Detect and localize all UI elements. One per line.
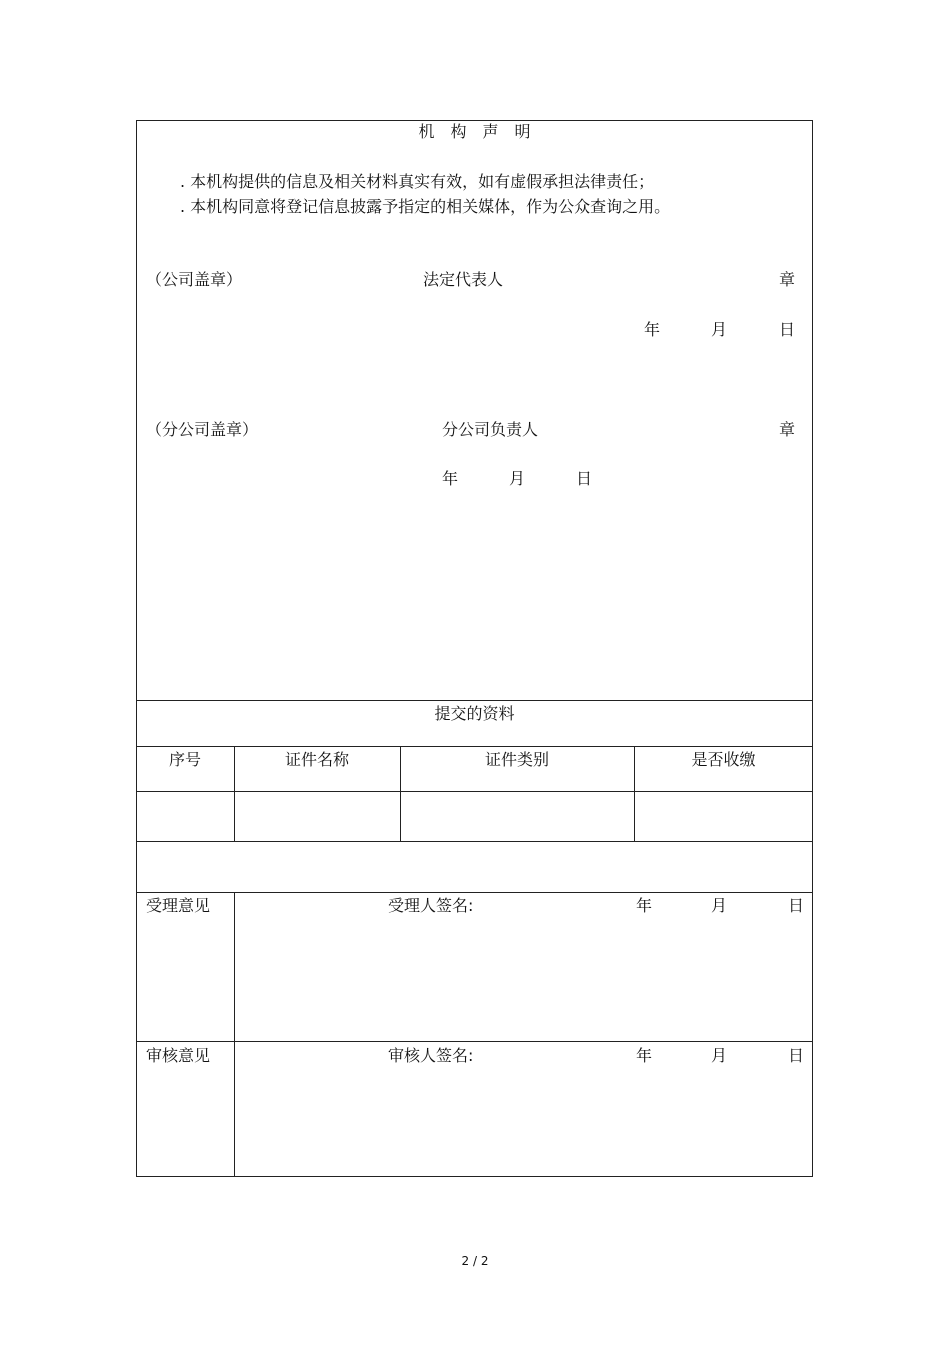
divider-acceptance-bottom xyxy=(136,1041,813,1042)
seal-char-2: 章 xyxy=(779,420,796,439)
divider-blank-row xyxy=(136,892,813,893)
header-document-name: 证件名称 xyxy=(284,750,349,769)
seal-char-1: 章 xyxy=(779,270,796,289)
page-number: 2 / 2 xyxy=(461,1254,489,1268)
branch-head-label: 分公司负责人 xyxy=(442,420,539,439)
date-2-day: 日 xyxy=(576,469,593,488)
declaration-item-1: . 本机构提供的信息及相关材料真实有效，如有虚假承担法律责任； xyxy=(180,172,655,191)
review-date-year: 年 xyxy=(636,1046,653,1065)
date-2-month: 月 xyxy=(509,469,526,488)
label-col-divider xyxy=(234,892,235,1177)
review-date-month: 月 xyxy=(711,1046,728,1065)
date-1-year: 年 xyxy=(644,320,661,339)
divider-materials-header xyxy=(136,791,813,792)
legal-representative-label: 法定代表人 xyxy=(423,270,504,289)
company-seal-label: （公司盖章） xyxy=(146,270,243,289)
acceptance-date-day: 日 xyxy=(788,896,805,915)
branch-seal-label: （分公司盖章） xyxy=(146,420,259,439)
date-1-day: 日 xyxy=(779,320,796,339)
acceptance-signature-label: 受理人签名: xyxy=(388,896,474,915)
declaration-item-2: . 本机构同意将登记信息披露予指定的相关媒体，作为公众查询之用。 xyxy=(180,197,671,216)
declaration-title: 机 构 声 明 xyxy=(418,122,531,141)
date-2-year: 年 xyxy=(442,469,459,488)
divider-materials-row xyxy=(136,841,813,842)
divider-declaration-bottom xyxy=(136,700,813,701)
acceptance-date-month: 月 xyxy=(711,896,728,915)
materials-title: 提交的资料 xyxy=(434,704,515,723)
review-date-day: 日 xyxy=(788,1046,805,1065)
acceptance-date-year: 年 xyxy=(636,896,653,915)
acceptance-label: 受理意见 xyxy=(146,896,211,915)
header-collected: 是否收缴 xyxy=(691,750,756,769)
divider-materials-title xyxy=(136,746,813,747)
header-document-type: 证件类别 xyxy=(484,750,549,769)
header-serial-no: 序号 xyxy=(168,750,201,769)
review-label: 审核意见 xyxy=(146,1046,211,1065)
date-1-month: 月 xyxy=(711,320,728,339)
review-signature-label: 审核人签名: xyxy=(388,1046,474,1065)
